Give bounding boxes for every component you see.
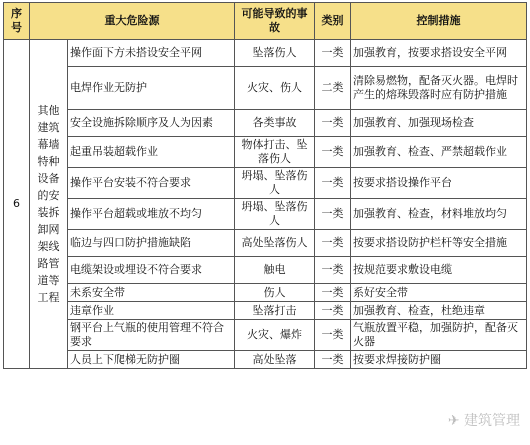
hazard-cell: 人员上下爬梯无防护圈 bbox=[68, 351, 235, 369]
control-cell: 加强教育、加强现场检查 bbox=[351, 110, 527, 137]
table-row bbox=[4, 351, 527, 369]
table-row bbox=[4, 302, 527, 320]
hazard-cell: 临边与四口防护措施缺陷 bbox=[68, 230, 235, 257]
level-cell: 一类 bbox=[315, 302, 351, 320]
level-cell: 一类 bbox=[315, 351, 351, 369]
table-row bbox=[4, 137, 527, 168]
level-cell: 一类 bbox=[315, 137, 351, 168]
hazard-cell: 未系安全带 bbox=[68, 284, 235, 302]
control-cell: 按要求搭设防护栏杆等安全措施 bbox=[351, 230, 527, 257]
hazard-cell: 电缆架设或埋设不符合要求 bbox=[68, 257, 235, 284]
control-cell: 按要求焊接防护圈 bbox=[351, 351, 527, 369]
watermark-text: 建筑管理 bbox=[464, 413, 520, 429]
control-cell: 按规范要求敷设电缆 bbox=[351, 257, 527, 284]
control-cell: 按要求搭设操作平台 bbox=[351, 168, 527, 199]
control-cell: 气瓶放置平稳，加强防护，配备灭火器 bbox=[351, 320, 527, 351]
level-cell: 一类 bbox=[315, 110, 351, 137]
control-cell: 加强教育、检查、严禁超载作业 bbox=[351, 137, 527, 168]
header-level: 类别 bbox=[315, 3, 351, 40]
accident-cell: 火灾、伤人 bbox=[235, 67, 315, 110]
level-cell: 一类 bbox=[315, 40, 351, 67]
watermark-logo bbox=[448, 410, 520, 430]
accident-cell: 坠落伤人 bbox=[235, 40, 315, 67]
level-cell: 一类 bbox=[315, 230, 351, 257]
level-cell: 一类 bbox=[315, 168, 351, 199]
table-row bbox=[4, 199, 527, 230]
hazard-cell: 安全设施拆除顺序及人为因素 bbox=[68, 110, 235, 137]
hazard-cell: 违章作业 bbox=[68, 302, 235, 320]
accident-cell: 各类事故 bbox=[235, 110, 315, 137]
level-cell: 一类 bbox=[315, 320, 351, 351]
control-cell: 系好安全带 bbox=[351, 284, 527, 302]
header-accident: 可能导致的事故 bbox=[235, 3, 315, 40]
table-row bbox=[4, 230, 527, 257]
level-cell: 一类 bbox=[315, 284, 351, 302]
level-cell: 一类 bbox=[315, 199, 351, 230]
accident-cell: 坍塌、坠落伤人 bbox=[235, 199, 315, 230]
accident-cell: 高处坠落伤人 bbox=[235, 230, 315, 257]
hazard-table bbox=[3, 2, 527, 369]
accident-cell: 触电 bbox=[235, 257, 315, 284]
accident-cell: 物体打击、坠落伤人 bbox=[235, 137, 315, 168]
level-cell: 一类 bbox=[315, 257, 351, 284]
accident-cell: 伤人 bbox=[235, 284, 315, 302]
header-seq: 序号 bbox=[4, 3, 30, 40]
hazard-cell: 操作平台安装不符合要求 bbox=[68, 168, 235, 199]
seq-cell: 6 bbox=[4, 40, 30, 369]
hazard-cell: 操作平台超载或堆放不均匀 bbox=[68, 199, 235, 230]
header-row bbox=[4, 3, 527, 40]
header-hazard: 重大危险源 bbox=[30, 3, 235, 40]
table-row bbox=[4, 110, 527, 137]
accident-cell: 坍塌、坠落伤人 bbox=[235, 168, 315, 199]
header-control: 控制措施 bbox=[351, 3, 527, 40]
control-cell: 加强教育，按要求搭设安全平网 bbox=[351, 40, 527, 67]
level-cell: 二类 bbox=[315, 67, 351, 110]
table-row bbox=[4, 67, 527, 110]
hazard-cell: 操作面下方未搭设安全平网 bbox=[68, 40, 235, 67]
table-row bbox=[4, 40, 527, 67]
control-cell: 清除易燃物，配备灭火器。电焊时产生的熔珠毁落时应有防护措施 bbox=[351, 67, 527, 110]
table-row bbox=[4, 284, 527, 302]
table-row bbox=[4, 257, 527, 284]
hazard-cell: 钢平台上气瓶的使用管理不符合要求 bbox=[68, 320, 235, 351]
control-cell: 加强教育、检查，材料堆放均匀 bbox=[351, 199, 527, 230]
accident-cell: 火灾、爆炸 bbox=[235, 320, 315, 351]
watermark-icon: ✈ bbox=[447, 413, 464, 429]
accident-cell: 坠落打击 bbox=[235, 302, 315, 320]
category-cell: 其他建筑幕墙特种设备的安装拆卸网架线路管道等工程 bbox=[30, 40, 68, 369]
hazard-cell: 电焊作业无防护 bbox=[68, 67, 235, 110]
table-row bbox=[4, 320, 527, 351]
control-cell: 加强教育、检查，杜绝违章 bbox=[351, 302, 527, 320]
table-row bbox=[4, 168, 527, 199]
hazard-cell: 起重吊装超载作业 bbox=[68, 137, 235, 168]
accident-cell: 高处坠落 bbox=[235, 351, 315, 369]
